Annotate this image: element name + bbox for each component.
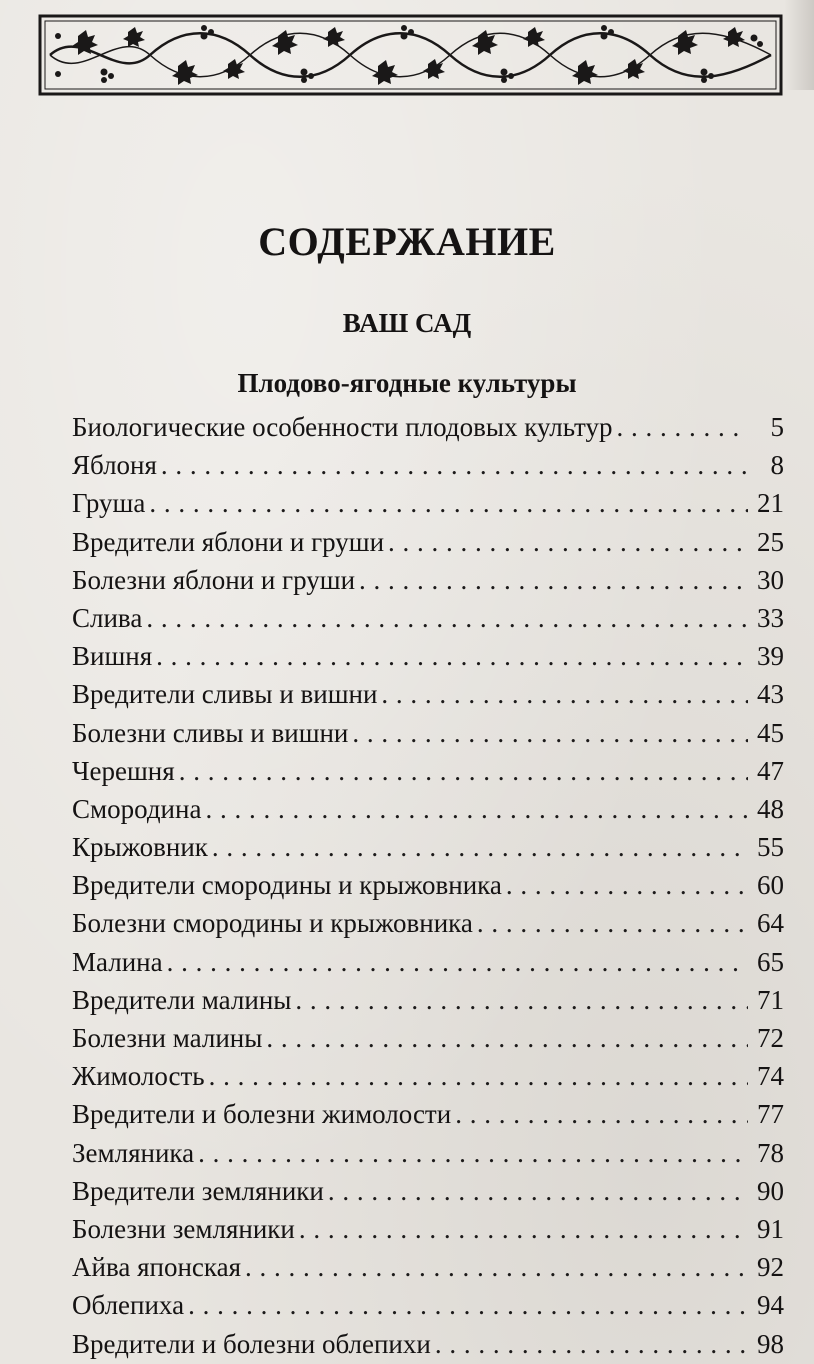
- toc-entry-label: Болезни земляники: [72, 1213, 295, 1244]
- toc-dot-leader: [161, 446, 748, 484]
- toc-entry-page-number: 30: [757, 564, 784, 595]
- toc-entry-page-number: 74: [757, 1061, 784, 1092]
- toc-dot-leader: [506, 866, 748, 904]
- toc-entry[interactable]: [72, 1057, 784, 1095]
- toc-dot-leader: [352, 714, 748, 752]
- toc-dot-leader: [266, 1019, 748, 1057]
- toc-entry[interactable]: [72, 408, 784, 446]
- toc-entry[interactable]: [72, 1248, 784, 1286]
- toc-entry[interactable]: [72, 981, 784, 1019]
- toc-entry-label: Вишня: [72, 641, 153, 672]
- toc-entry-label: Слива: [72, 602, 143, 633]
- toc-dot-leader: [212, 828, 748, 866]
- toc-entry-label: Вредители сливы и вишни: [72, 679, 378, 710]
- toc-entry-label: Вредители земляники: [72, 1175, 324, 1206]
- toc-entry-page-number: 90: [757, 1175, 784, 1206]
- toc-entry-label: Болезни смородины и крыжовника: [72, 908, 473, 939]
- toc-entry-label: Облепиха: [72, 1290, 185, 1321]
- toc-entry-page-number: 94: [757, 1290, 784, 1321]
- toc-entry-label: Жимолость: [72, 1061, 205, 1092]
- toc-entry-page-number: 91: [757, 1213, 784, 1244]
- toc-entry-page-number: 8: [770, 450, 784, 481]
- toc-dot-leader: [381, 675, 748, 713]
- toc-entry-page-number: 55: [757, 832, 784, 863]
- toc-dot-leader: [188, 1286, 748, 1324]
- toc-entry[interactable]: [72, 752, 784, 790]
- toc-entry-page-number: 92: [757, 1252, 784, 1283]
- toc-entry-label: Крыжовник: [72, 832, 208, 863]
- toc-dot-leader: [209, 1057, 748, 1095]
- toc-dot-leader: [328, 1172, 748, 1210]
- toc-entry[interactable]: [72, 828, 784, 866]
- toc-entry-label: Земляника: [72, 1137, 195, 1168]
- toc-dot-leader: [388, 523, 748, 561]
- toc-entry-label: Болезни сливы и вишни: [72, 717, 349, 748]
- toc-entry-label: Малина: [72, 946, 163, 977]
- toc-entry[interactable]: [72, 561, 784, 599]
- page-edge-shadow: [784, 0, 814, 90]
- toc-entry-label: Яблоня: [72, 450, 157, 481]
- toc-dot-leader: [477, 904, 748, 942]
- toc-entry-label: Вредители яблони и груши: [72, 526, 385, 557]
- toc-entry[interactable]: [72, 790, 784, 828]
- toc-dot-leader: [198, 1134, 748, 1172]
- toc-dot-leader: [156, 637, 748, 675]
- toc-dot-leader: [146, 599, 748, 637]
- toc-dot-leader: [205, 790, 748, 828]
- toc-entry-page-number: 77: [757, 1099, 784, 1130]
- toc-entry[interactable]: [72, 714, 784, 752]
- toc-entry-page-number: 47: [757, 755, 784, 786]
- toc-entry[interactable]: [72, 1095, 784, 1133]
- toc-entry-page-number: 48: [757, 793, 784, 824]
- toc-entry[interactable]: [72, 1210, 784, 1248]
- toc-dot-leader: [299, 1210, 748, 1248]
- toc-entry[interactable]: [72, 675, 784, 713]
- toc-entry[interactable]: [72, 1325, 784, 1363]
- toc-entry-page-number: 78: [757, 1137, 784, 1168]
- toc-entry-page-number: 39: [757, 641, 784, 672]
- toc-entry-page-number: 5: [770, 412, 784, 442]
- toc-dot-leader: [179, 752, 748, 790]
- section-heading: ВАШ САД: [342, 308, 472, 338]
- subsection-heading: Плодово-ягодные культуры: [237, 368, 577, 398]
- toc-entry-page-number: 25: [757, 526, 784, 557]
- toc-dot-leader: [359, 561, 748, 599]
- toc-entry[interactable]: [72, 1172, 784, 1210]
- toc-entry[interactable]: [72, 637, 784, 675]
- toc-entry-page-number: 98: [757, 1328, 784, 1359]
- toc-entry-page-number: 60: [757, 870, 784, 901]
- toc-entry[interactable]: [72, 943, 784, 981]
- toc-dot-leader: [245, 1248, 748, 1286]
- toc-entry-label: Айва японская: [72, 1252, 241, 1283]
- toc-entry-label: Вредители и болезни жимолости: [72, 1099, 452, 1130]
- toc-entry-page-number: 72: [757, 1023, 784, 1053]
- page-title: СОДЕРЖАНИЕ: [258, 219, 556, 264]
- toc-entry[interactable]: [72, 1019, 784, 1057]
- toc-entry-label: Вредители смородины и крыжовника: [72, 870, 502, 901]
- toc-entry-page-number: 21: [757, 488, 784, 519]
- toc-entry-label: Вредители и болезни облепихи: [72, 1328, 431, 1359]
- toc-entry-label: Черешня: [72, 755, 175, 786]
- toc-dot-leader: [149, 484, 748, 522]
- toc-entry[interactable]: [72, 523, 784, 561]
- toc-entry-page-number: 45: [757, 717, 784, 748]
- table-of-contents: [72, 408, 784, 1363]
- toc-entry[interactable]: [72, 484, 784, 522]
- toc-entry-label: Груша: [72, 488, 146, 519]
- holly-vine-border-icon: [38, 14, 783, 96]
- toc-entry[interactable]: [72, 446, 784, 484]
- toc-entry[interactable]: [72, 1134, 784, 1172]
- toc-entry-page-number: 71: [757, 984, 784, 1015]
- toc-entry[interactable]: [72, 1286, 784, 1324]
- toc-dot-leader: [616, 408, 748, 446]
- toc-dot-leader: [455, 1095, 748, 1133]
- toc-entry-label: Болезни малины: [72, 1023, 263, 1053]
- toc-entry-label: Биологические особенности плодовых культур: [72, 412, 613, 442]
- toc-dot-leader: [295, 981, 748, 1019]
- toc-entry-page-number: 43: [757, 679, 784, 710]
- toc-entry-page-number: 65: [757, 946, 784, 977]
- toc-entry-label: Вредители малины: [72, 984, 292, 1015]
- toc-entry-page-number: 64: [757, 908, 784, 939]
- toc-entry-label: Смородина: [72, 793, 202, 824]
- toc-entry[interactable]: [72, 866, 784, 904]
- toc-dot-leader: [167, 943, 748, 981]
- toc-entry[interactable]: [72, 599, 784, 637]
- toc-entry-label: Болезни яблони и груши: [72, 564, 356, 595]
- toc-dot-leader: [435, 1325, 748, 1363]
- toc-entry[interactable]: [72, 904, 784, 942]
- toc-entry-page-number: 33: [757, 602, 784, 633]
